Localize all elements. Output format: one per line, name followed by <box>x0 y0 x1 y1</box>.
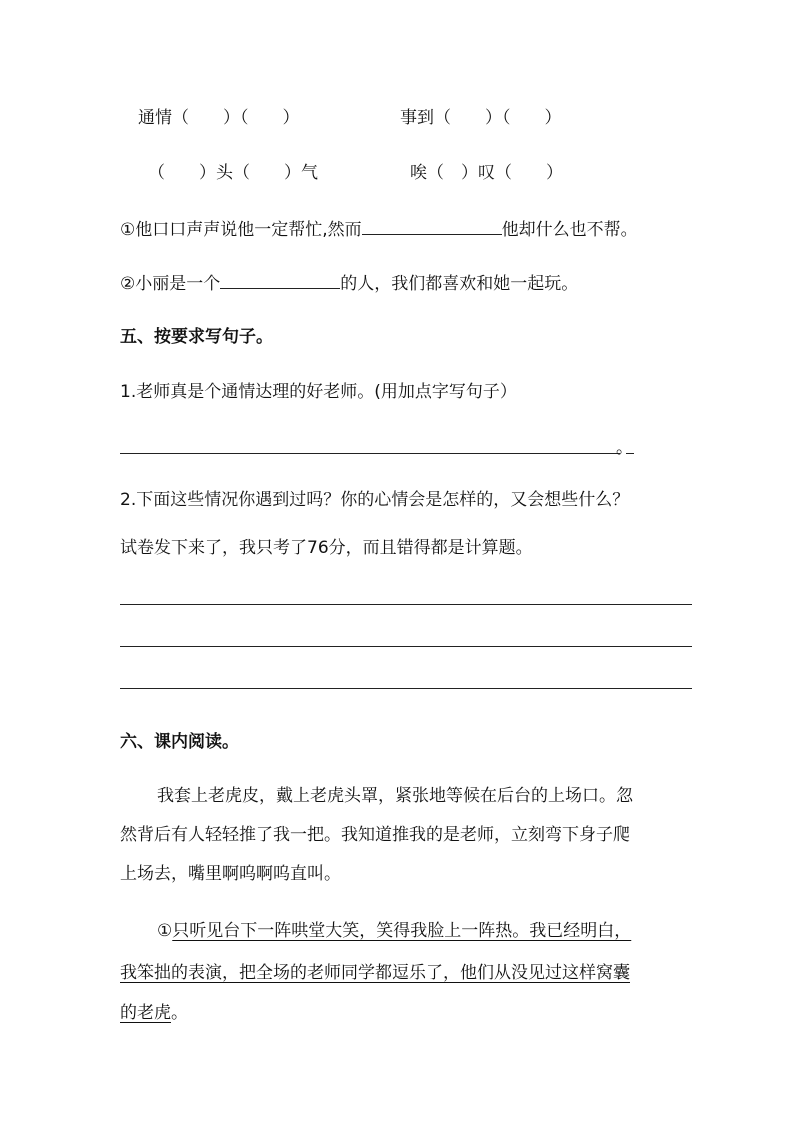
fill-sentence-2-after: 的人，我们都喜欢和她一起玩。 <box>340 274 579 294</box>
reading-p2-line-3 <box>120 1001 188 1025</box>
answer-line-q2-2[interactable] <box>120 646 692 647</box>
vocab-row1-right: 事到（ ）（ ） <box>400 108 562 128</box>
reading-p1-line-2: 然背后有人轻轻推了我一把。我知道推我的是老师，立刻弯下身子爬 <box>120 825 630 845</box>
answer-line-q2-3[interactable] <box>120 688 692 689</box>
answer-line-q2-1[interactable] <box>120 604 692 605</box>
reading-p1-line-1: 我套上老虎皮，戴上老虎头罩，紧张地等候在后台的上场口。忽 <box>157 786 633 806</box>
reading-p2-line-2: 我笨拙的表演，把全场的老师同学都逗乐了，他们从没见过这样窝囊 <box>120 963 630 983</box>
reading-p2-underlined-3: 的老虎 <box>120 1003 171 1023</box>
reading-p2-marker: ① <box>157 921 173 941</box>
section5-question-2-line-2: 试卷发下来了，我只考了76分，而且错得都是计算题。 <box>120 538 533 558</box>
fill-sentence-1-before: ①他口口声声说他一定帮忙,然而 <box>120 220 362 240</box>
answer-line-q1-end: 。 <box>616 438 633 458</box>
fill-sentence-2-before: ②小丽是一个 <box>120 274 221 294</box>
reading-p2-end: 。 <box>171 1003 188 1023</box>
fill-sentence-2 <box>120 270 578 296</box>
fill-sentence-1-after: 他却什么也不帮。 <box>501 220 638 240</box>
answer-line-q1-tail <box>626 453 634 454</box>
fill-sentence-1 <box>120 216 638 242</box>
section5-question-2-line-1: 2.下面这些情况你遇到过吗？你的心情会是怎样的，又会想些什么？ <box>120 490 630 510</box>
answer-line-q1[interactable] <box>120 453 620 454</box>
vocab-row2-left: （ ）头（ ）气 <box>148 163 318 183</box>
section5-heading: 五、按要求写句子。 <box>120 327 273 347</box>
section6-heading: 六、课内阅读。 <box>120 732 239 752</box>
section5-question-1: 1.老师真是个通情达理的好老师。(用加点字写句子） <box>120 382 517 402</box>
reading-p2-underlined-1: 只听见台下一阵哄堂大笑，笑得我脸上一阵热。我已经明白， <box>172 921 632 941</box>
vocab-row1-left: 通情（ ）（ ） <box>138 108 300 128</box>
reading-p2-line-1 <box>157 919 631 943</box>
fill-blank-1[interactable] <box>362 216 502 235</box>
reading-p1-line-3: 上场去，嘴里啊呜啊呜直叫。 <box>120 864 341 884</box>
fill-blank-2[interactable] <box>220 270 340 289</box>
vocab-row2-right: 唉（ ）叹（ ） <box>410 163 563 183</box>
